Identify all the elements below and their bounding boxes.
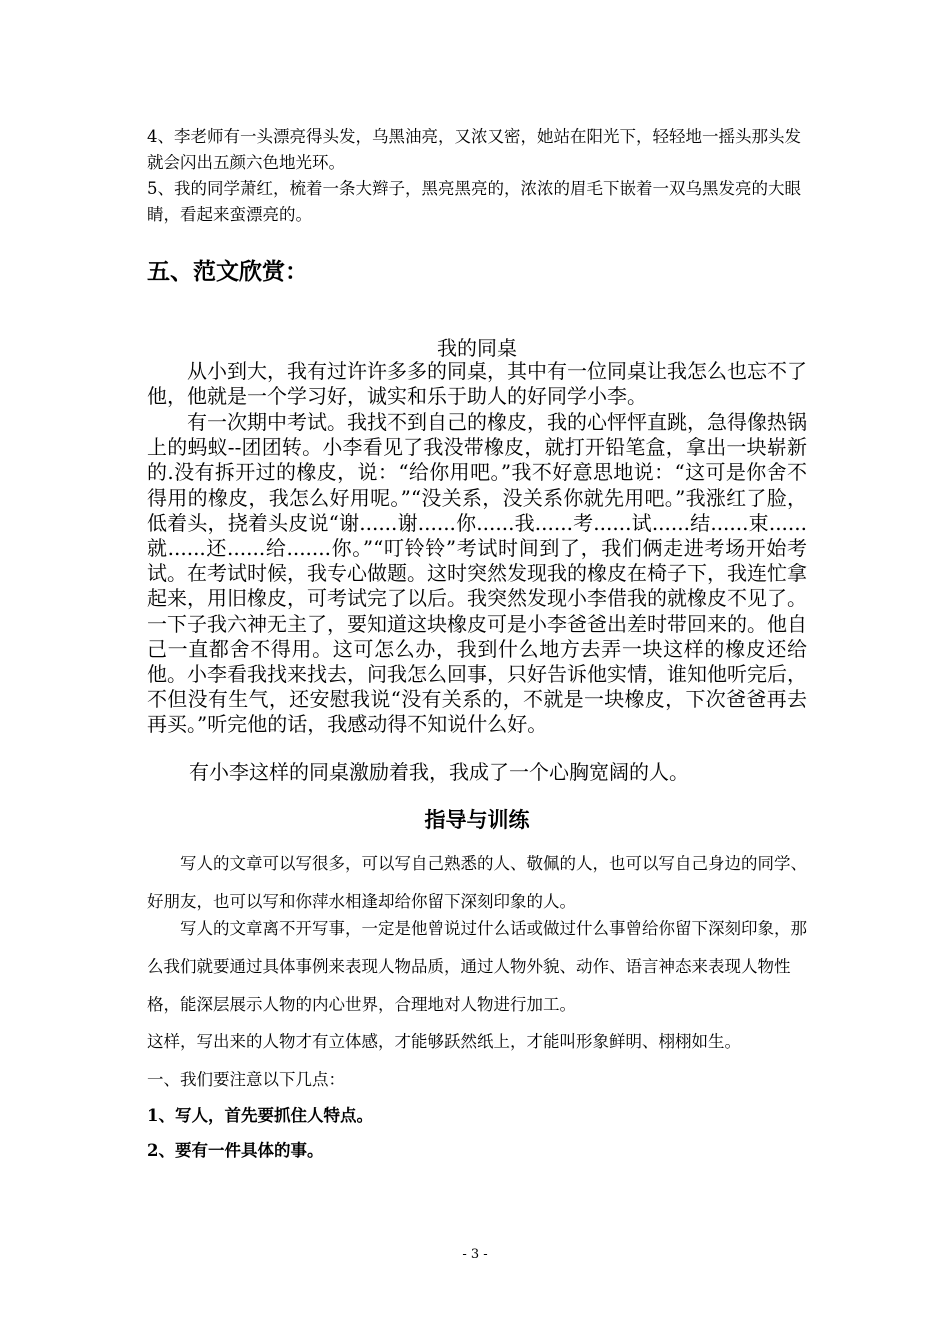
guide-point-1: 1、写人，首先要抓住人特点。 bbox=[147, 1106, 373, 1125]
guide-paragraph-3: 这样，写出来的人物才有立体感，才能够跃然纸上，才能叫形象鲜明、栩栩如生。 bbox=[147, 1032, 741, 1051]
intro-item-5: 5、我的同学萧红，梳着一条大辫子，黑亮黑亮的，浓浓的眉毛下嵌着一双乌黑发亮的大眼睛，看起来蛮漂亮的。 bbox=[147, 179, 801, 224]
page-number: - 3 - bbox=[462, 1247, 488, 1262]
guide-paragraph-4: 一、我们要注意以下几点： bbox=[147, 1070, 345, 1089]
essay-paragraph-1: 从小到大，我有过许许多多的同桌，其中有一位同桌让我怎么也忘不了他，他就是一个学习好，诚实和乐于助人的好同学小李。 bbox=[147, 359, 807, 409]
guide-point-2: 2、要有一件具体的事。 bbox=[147, 1141, 324, 1160]
intro-item-4: 4、李老师有一头漂亮得头发，乌黑油亮，又浓又密，她站在阳光下，轻轻地一摇头那头发就会闪出五颜六色地光环。 bbox=[147, 127, 801, 172]
essay-paragraph-2: 有一次期中考试。我找不到自己的橡皮，我的心怦怦直跳，急得像热锅上的蚂蚁--团团转。小李看见了我没带橡皮，就打开铅笔盒，拿出一块崭新的.没有拆开过的橡皮，说：“给你用吧。”我不好意思地说：“这可是你舍不得用的橡皮，我怎么好用呢。”“没关系，没关系你就先用吧。”我涨红了脸，低着头，挠着头皮说“谢......谢......你......我......考......试......结......束......就......还......给.......你。”“叮铃铃”考试时间到了，我们俩走进考场开始考试。在考试时候，我专心做题。这时突然发现我的橡皮在椅子下，我连忙拿起来，用旧橡皮，可考试完了以后。我突然发现小李借我的就橡皮不见了。一下子我六神无主了，要知道这块橡皮可是小李爸爸出差时带回来的。他自己一直都舍不得用。这可怎么办，我到什么地方去弄一块这样的橡皮还给他。小李看我找来找去，问我怎么回事，只好告诉他实情，谁知他听完后，不但没有生气，还安慰我说“没有关系的，不就是一块橡皮，下次爸爸再去再买。”听完他的话，我感动得不知说什么好。 bbox=[147, 410, 807, 737]
essay-paragraph-3: 有小李这样的同桌激励着我，我成了一个心胸宽阔的人。 bbox=[189, 760, 689, 784]
guide-paragraph-1: 写人的文章可以写很多，可以写自己熟悉的人、敬佩的人，也可以写自己身边的同学、好朋友，也可以写和你萍水相逢却给你留下深刻印象的人。 bbox=[147, 854, 807, 911]
guide-heading: 指导与训练 bbox=[424, 807, 530, 832]
section-heading: 五、范文欣赏： bbox=[147, 258, 308, 285]
guide-paragraph-2: 写人的文章离不开写事，一定是他曾说过什么话或做过什么事曾给你留下深刻印象，那么我们就要通过具体事例来表现人物品质，通过人物外貌、动作、语言神态来表现人物性格，能深层展示人物的内心世界，合理地对人物进行加工。 bbox=[147, 919, 807, 1014]
essay-title: 我的同桌 bbox=[437, 336, 517, 360]
